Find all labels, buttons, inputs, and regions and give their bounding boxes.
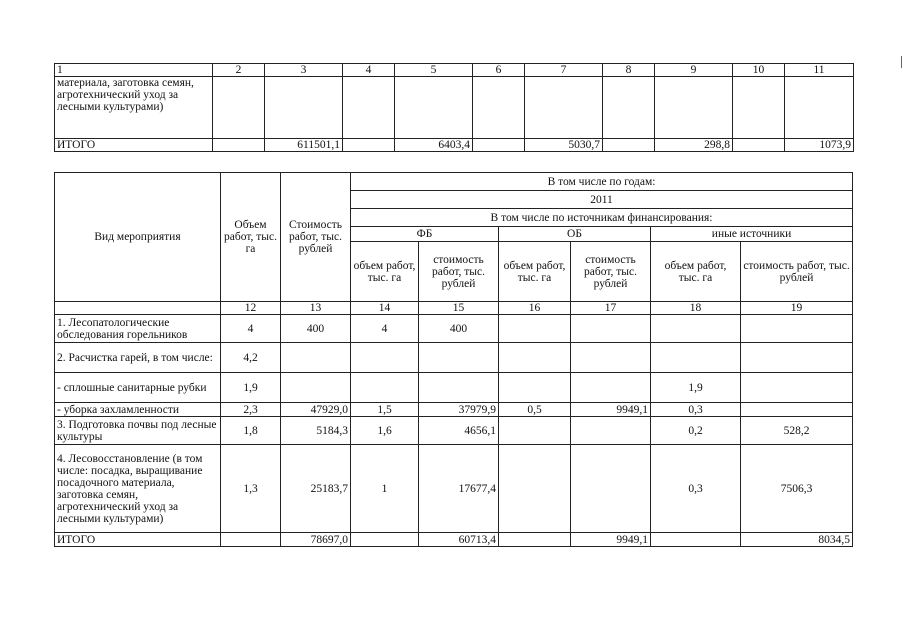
value-cell: 25183,7 bbox=[281, 445, 351, 533]
scan-edge-mark bbox=[901, 56, 902, 68]
value-cell: 1,3 bbox=[221, 445, 281, 533]
other-sources-header: иные источники bbox=[651, 227, 853, 242]
other-volume-header: объем работ, тыс. га bbox=[651, 242, 741, 302]
ob-cost-header: стоимость работ, тыс. рублей bbox=[571, 242, 651, 302]
total-cell: 611501,1 bbox=[265, 139, 343, 152]
value-cell: 7506,3 bbox=[741, 445, 853, 533]
activity-cell: 3. Подготовка почвы под лесные культуры bbox=[55, 417, 221, 445]
value-cell bbox=[741, 343, 853, 373]
value-cell: 0,2 bbox=[651, 417, 741, 445]
col-number-cell: 19 bbox=[741, 302, 853, 315]
value-cell: 4 bbox=[351, 315, 419, 343]
continuation-table bbox=[54, 63, 854, 152]
by-sources-header: В том числе по источникам финансирования: bbox=[351, 209, 853, 227]
empty-cell bbox=[55, 302, 221, 315]
col-number-cell: 11 bbox=[785, 64, 854, 77]
col-number-cell: 18 bbox=[651, 302, 741, 315]
total-cell: 8034,5 bbox=[741, 533, 853, 547]
total-cell: 298,8 bbox=[655, 139, 733, 152]
total-cell: 78697,0 bbox=[281, 533, 351, 547]
activity-cell: 1. Лесопатологические обследования горельников bbox=[55, 315, 221, 343]
value-cell bbox=[571, 343, 651, 373]
value-cell bbox=[741, 403, 853, 417]
value-cell: 1,6 bbox=[351, 417, 419, 445]
value-cell bbox=[351, 373, 419, 403]
value-cell bbox=[651, 315, 741, 343]
ob-volume-header: объем работ, тыс. га bbox=[499, 242, 571, 302]
value-cell: 17677,4 bbox=[419, 445, 499, 533]
total-label: ИТОГО bbox=[55, 533, 221, 547]
total-cell: 5030,7 bbox=[525, 139, 603, 152]
value-cell bbox=[651, 343, 741, 373]
total-cell bbox=[343, 139, 395, 152]
total-cell: 1073,9 bbox=[785, 139, 854, 152]
value-cell: 1 bbox=[351, 445, 419, 533]
fb-cost-header: стоимость работ, тыс. рублей bbox=[419, 242, 499, 302]
col-number-cell: 16 bbox=[499, 302, 571, 315]
value-cell bbox=[281, 373, 351, 403]
empty-cell bbox=[343, 77, 395, 139]
table-row bbox=[55, 445, 853, 533]
total-row bbox=[55, 533, 853, 547]
value-cell bbox=[741, 373, 853, 403]
value-cell: 9949,1 bbox=[571, 403, 651, 417]
value-cell bbox=[741, 315, 853, 343]
total-cell: 60713,4 bbox=[419, 533, 499, 547]
total-row bbox=[55, 139, 854, 152]
value-cell bbox=[419, 373, 499, 403]
col-number-cell: 17 bbox=[571, 302, 651, 315]
value-cell bbox=[571, 417, 651, 445]
value-cell: 0,3 bbox=[651, 445, 741, 533]
col-number-cell: 1 bbox=[55, 64, 213, 77]
activities-2011-table bbox=[54, 172, 853, 547]
col-number-cell: 2 bbox=[213, 64, 265, 77]
total-cell bbox=[499, 533, 571, 547]
total-cell bbox=[221, 533, 281, 547]
total-cell bbox=[351, 533, 419, 547]
activity-cell: 2. Расчистка гарей, в том числе: bbox=[55, 343, 221, 373]
value-cell: 400 bbox=[281, 315, 351, 343]
value-cell: 4,2 bbox=[221, 343, 281, 373]
value-cell bbox=[499, 315, 571, 343]
value-cell: 400 bbox=[419, 315, 499, 343]
total-cell bbox=[733, 139, 785, 152]
other-cost-header: стоимость работ, тыс. рублей bbox=[741, 242, 853, 302]
table-row bbox=[55, 403, 853, 417]
col-number-cell: 8 bbox=[603, 64, 655, 77]
activity-cell: - сплошные санитарные рубки bbox=[55, 373, 221, 403]
col-number-cell: 5 bbox=[395, 64, 473, 77]
table-row bbox=[55, 417, 853, 445]
value-cell: 4656,1 bbox=[419, 417, 499, 445]
value-cell: 0,3 bbox=[651, 403, 741, 417]
col-number-cell: 4 bbox=[343, 64, 395, 77]
empty-cell bbox=[733, 77, 785, 139]
empty-cell bbox=[785, 77, 854, 139]
col-number-cell: 12 bbox=[221, 302, 281, 315]
col-number-cell: 13 bbox=[281, 302, 351, 315]
year-header: 2011 bbox=[351, 191, 853, 209]
by-years-header: В том числе по годам: bbox=[351, 173, 853, 191]
table-row bbox=[55, 77, 854, 139]
cost-header: Стоимость работ, тыс. рублей bbox=[281, 173, 351, 302]
value-cell bbox=[499, 445, 571, 533]
value-cell bbox=[499, 373, 571, 403]
empty-cell bbox=[395, 77, 473, 139]
col-number-cell: 7 bbox=[525, 64, 603, 77]
value-cell: 1,5 bbox=[351, 403, 419, 417]
value-cell: 37979,9 bbox=[419, 403, 499, 417]
value-cell bbox=[499, 417, 571, 445]
value-cell bbox=[351, 343, 419, 373]
value-cell: 5184,3 bbox=[281, 417, 351, 445]
activity-cell: материала, заготовка семян, агротехнический уход за лесными культурами) bbox=[55, 77, 213, 139]
column-number-row bbox=[55, 64, 854, 77]
value-cell bbox=[499, 343, 571, 373]
empty-cell bbox=[213, 77, 265, 139]
col-number-cell: 15 bbox=[419, 302, 499, 315]
col-number-cell: 14 bbox=[351, 302, 419, 315]
total-cell bbox=[213, 139, 265, 152]
value-cell: 1,9 bbox=[651, 373, 741, 403]
total-cell bbox=[473, 139, 525, 152]
value-cell: 1,8 bbox=[221, 417, 281, 445]
empty-cell bbox=[265, 77, 343, 139]
total-label: ИТОГО bbox=[55, 139, 213, 152]
total-cell: 6403,4 bbox=[395, 139, 473, 152]
col-number-cell: 9 bbox=[655, 64, 733, 77]
empty-cell bbox=[603, 77, 655, 139]
value-cell: 2,3 bbox=[221, 403, 281, 417]
value-cell: 1,9 bbox=[221, 373, 281, 403]
table-row bbox=[55, 343, 853, 373]
value-cell: 0,5 bbox=[499, 403, 571, 417]
ob-header: ОБ bbox=[499, 227, 651, 242]
value-cell bbox=[571, 373, 651, 403]
value-cell bbox=[571, 315, 651, 343]
total-cell bbox=[603, 139, 655, 152]
empty-cell bbox=[473, 77, 525, 139]
activity-cell: 4. Лесовосстановление (в том числе: посадка, выращивание посадочного материала, заготовка семян, агротехнический уход за лесными культурами) bbox=[55, 445, 221, 533]
value-cell bbox=[419, 343, 499, 373]
column-number-row bbox=[55, 302, 853, 315]
empty-cell bbox=[525, 77, 603, 139]
col-number-cell: 6 bbox=[473, 64, 525, 77]
table-row bbox=[55, 373, 853, 403]
volume-header: Объем работ, тыс. га bbox=[221, 173, 281, 302]
fb-volume-header: объем работ, тыс. га bbox=[351, 242, 419, 302]
value-cell: 47929,0 bbox=[281, 403, 351, 417]
value-cell: 4 bbox=[221, 315, 281, 343]
col-number-cell: 3 bbox=[265, 64, 343, 77]
value-cell bbox=[281, 343, 351, 373]
value-cell bbox=[571, 445, 651, 533]
activity-cell: - уборка захламленности bbox=[55, 403, 221, 417]
empty-cell bbox=[655, 77, 733, 139]
fb-header: ФБ bbox=[351, 227, 499, 242]
activity-header: Вид мероприятия bbox=[55, 173, 221, 302]
value-cell: 528,2 bbox=[741, 417, 853, 445]
col-number-cell: 10 bbox=[733, 64, 785, 77]
total-cell bbox=[651, 533, 741, 547]
table-row bbox=[55, 315, 853, 343]
header-row bbox=[55, 173, 853, 191]
total-cell: 9949,1 bbox=[571, 533, 651, 547]
